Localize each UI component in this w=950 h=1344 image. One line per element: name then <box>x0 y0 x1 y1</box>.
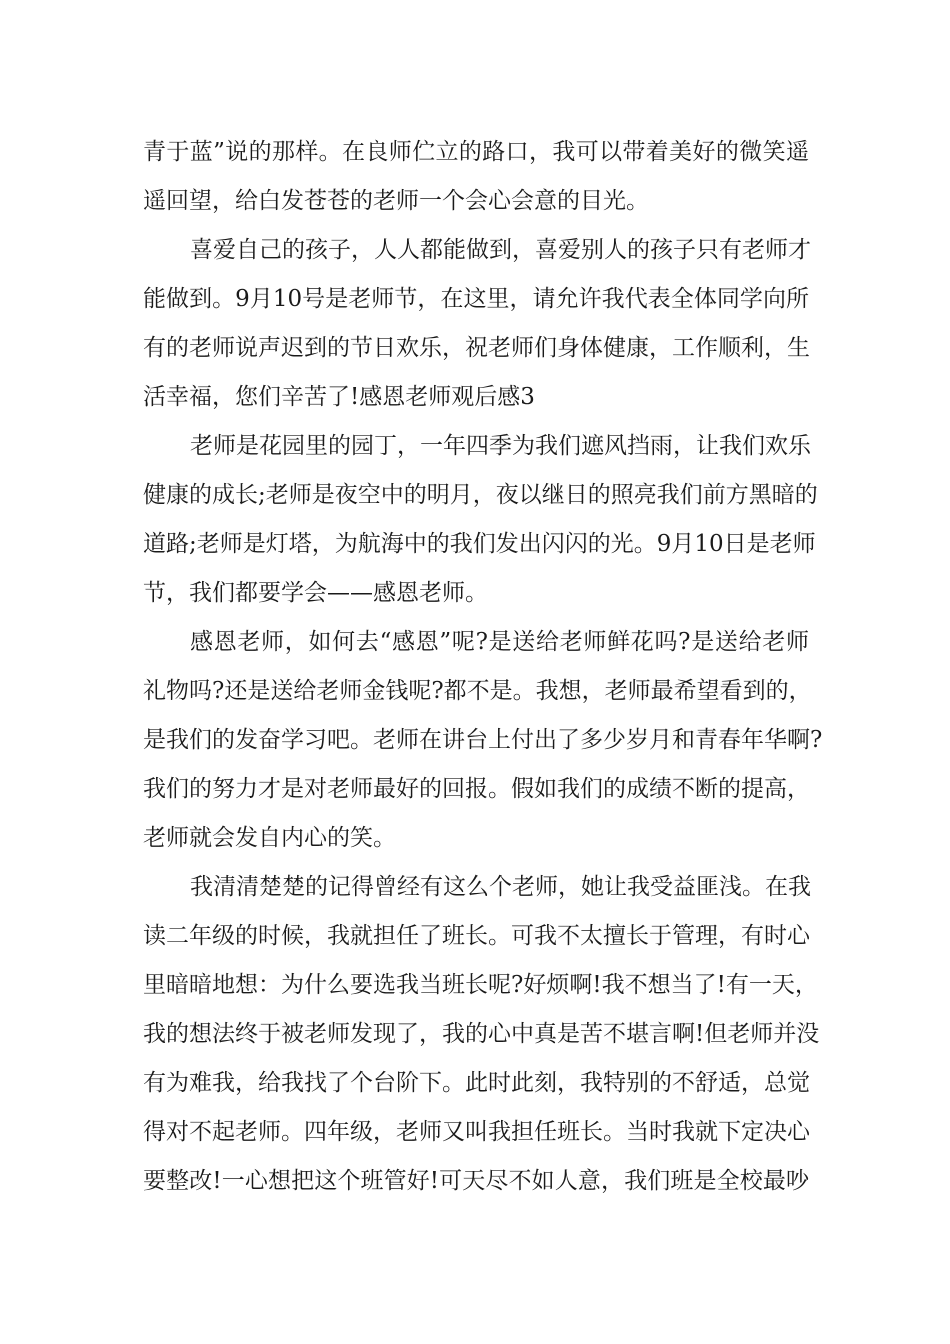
text-line: 礼物吗?还是送给老师金钱呢?都不是。我想，老师最希望看到的， <box>143 678 812 704</box>
paragraph-3 <box>143 422 818 618</box>
text-line: 能做到。9月10号是老师节，在这里，请允许我代表全体同学向所 <box>143 286 809 312</box>
text-line: 有为难我，给我找了个台阶下。此时此刻，我特别的不舒适，总觉 <box>143 1070 810 1096</box>
text-line: 要整改!一心想把这个班管好!可天尽不如人意，我们班是全校最吵 <box>143 1168 809 1194</box>
text-line: 老师就会发自内心的笑。 <box>143 825 396 851</box>
text-line: 老师是花园里的园丁，一年四季为我们遮风挡雨，让我们欢乐 <box>190 433 811 459</box>
text-line: 我清清楚楚的记得曾经有这么个老师，她让我受益匪浅。在我 <box>190 874 811 900</box>
text-line: 青于蓝”说的那样。在良师伫立的路口，我可以带着美好的微笑遥 <box>143 139 809 165</box>
paragraph-5 <box>143 863 820 1206</box>
paragraph-2 <box>143 226 809 422</box>
text-line: 遥回望，给白发苍苍的老师一个会心会意的目光。 <box>143 188 649 214</box>
text-line: 里暗暗地想：为什么要选我当班长呢?好烦啊!我不想当了!有一天， <box>143 972 818 998</box>
text-line: 是我们的发奋学习吧。老师在讲台上付出了多少岁月和青春年华啊? <box>143 727 823 753</box>
text-line: 我的想法终于被老师发现了，我的心中真是苦不堪言啊!但老师并没 <box>143 1021 820 1047</box>
paragraph-1 <box>143 128 809 226</box>
text-line: 活幸福，您们辛苦了!感恩老师观后感3 <box>143 384 535 410</box>
text-line: 健康的成长;老师是夜空中的明月，夜以继日的照亮我们前方黑暗的 <box>143 482 818 508</box>
document-body <box>143 128 823 1206</box>
text-line: 喜爱自己的孩子，人人都能做到，喜爱别人的孩子只有老师才 <box>190 237 811 263</box>
text-line: 我们的努力才是对老师最好的回报。假如我们的成绩不断的提高， <box>143 776 810 802</box>
text-line: 有的老师说声迟到的节日欢乐，祝老师们身体健康，工作顺利，生 <box>143 335 810 361</box>
text-line: 感恩老师，如何去“感恩”呢?是送给老师鲜花吗?是送给老师 <box>190 629 809 655</box>
paragraph-4 <box>143 618 823 863</box>
text-line: 节，我们都要学会——感恩老师。 <box>143 580 488 606</box>
text-line: 道路;老师是灯塔，为航海中的我们发出闪闪的光。9月10日是老师 <box>143 531 816 557</box>
text-line: 读二年级的时候，我就担任了班长。可我不太擅长于管理，有时心 <box>143 923 810 949</box>
text-line: 得对不起老师。四年级，老师又叫我担任班长。当时我就下定决心 <box>143 1119 810 1145</box>
